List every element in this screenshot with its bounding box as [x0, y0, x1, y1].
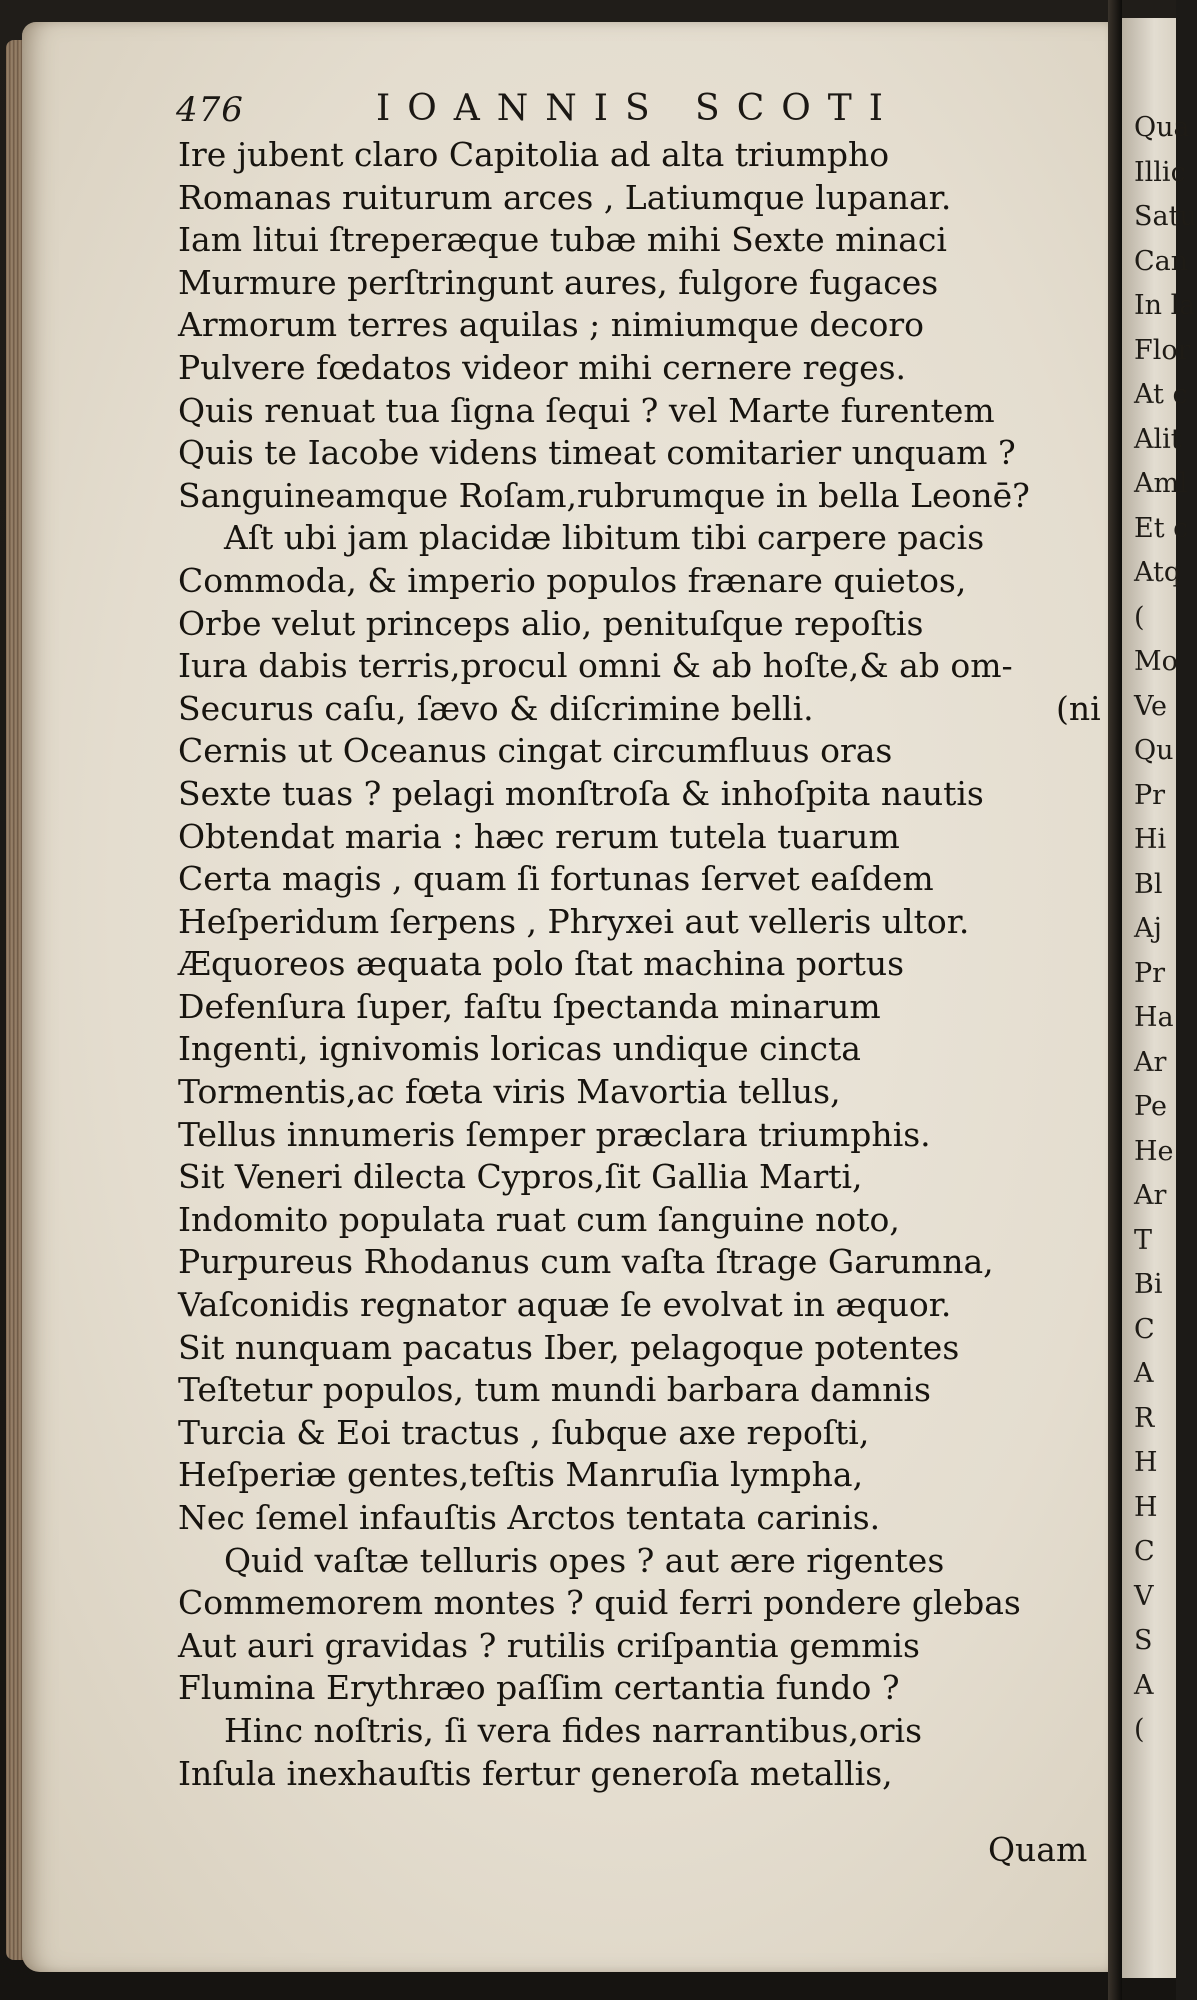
fragment-line: Mo [1134, 646, 1178, 677]
verse-line: Indomito populata ruat cum ſanguine noto, [178, 1199, 900, 1239]
verse-line: Hinc noſtris, ſi vera fides narrantibus,oris [224, 1710, 923, 1750]
fragment-line: Atq [1134, 557, 1182, 588]
fragment-line: V [1134, 1580, 1154, 1612]
book-gutter [1108, 0, 1122, 2000]
verse-line: Sanguineamque Roſam,rubrumque in bella Leonē? [178, 475, 1030, 515]
fragment-line: Pr [1134, 957, 1166, 989]
fragment-line: R [1134, 1402, 1155, 1434]
verse-line-with-turnover [178, 688, 1108, 731]
verse-line: Defenſura ſuper, faſtu ſpectanda minarum [178, 986, 881, 1026]
fragment-line: Pe [1134, 1091, 1167, 1122]
fragment-line: In la [1134, 290, 1196, 321]
verse-line: Ire jubent claro Capitolia ad alta triumpho [178, 135, 890, 174]
catchword: Quam [988, 1830, 1088, 1869]
verse-line: Inſula inexhauſtis fertur generoſa metallis, [178, 1753, 893, 1793]
fragment-line: H [1134, 1447, 1158, 1478]
fragment-line: Can [1134, 245, 1189, 277]
verse-line: Sit Veneri dilecta Cypros,ſit Gallia Marti, [178, 1157, 863, 1197]
verse-line: Turcia & Eoi tractus , ſubque axe repoſti, [178, 1412, 870, 1452]
fragment-line: Ar [1134, 1180, 1167, 1211]
verse-line: Flumina Erythræo paſſim certantia fundo ? [178, 1668, 900, 1708]
verse-line: Quis renuat tua ſigna ſequi ? vel Marte furentem [178, 390, 995, 430]
verse-line: Æquoreos æquata polo ſtat machina portus [178, 944, 905, 984]
fragment-line: C [1134, 1313, 1155, 1345]
verse-line: Quid vaſtæ telluris opes ? aut ære rigentes [224, 1540, 945, 1580]
verse-line: Orbe velut princeps alio, penituſque repoſtis [178, 603, 924, 643]
fragment-line: C [1134, 1536, 1155, 1567]
right-page-fragments [1134, 106, 1197, 1753]
fragment-line: Illic [1134, 156, 1186, 188]
fragment-line: Qu [1134, 735, 1174, 766]
verse-line: Iam litui ſtreperæque tubæ mihi Sexte minaci [178, 220, 947, 260]
verse-line: Commoda, & imperio populos frænare quietos, [178, 560, 967, 600]
fragment-line: A [1134, 1358, 1154, 1389]
verse-line: Quis te Iacobe videns timeat comitarier unquam ? [178, 433, 1016, 473]
fragment-line: At c [1134, 379, 1188, 410]
verse-line: Aut auri gravidas ? rutilis criſpantia gemmis [178, 1625, 920, 1665]
verse-line: Cernis ut Oceanus cingat circumfluus oras [178, 731, 893, 771]
verse-line: Nec ſemel infauſtis Arctos tentata carinis. [178, 1498, 881, 1537]
fragment-line: Satu [1134, 201, 1197, 232]
fragment-line: Ve [1134, 690, 1167, 722]
verse-line: Pulvere fœdatos videor mihi cernere reges. [178, 347, 907, 387]
verse-line: Teſtetur populos, tum mundi barbara damnis [178, 1370, 931, 1410]
fragment-line: Alit [1134, 423, 1182, 455]
verse-line: Tellus innumeris ſemper præclara triumphis. [178, 1114, 931, 1154]
fragment-line: He [1134, 1135, 1174, 1167]
verse-line: Murmure perſtringunt aures, fulgore fugaces [178, 262, 939, 302]
page-number: 476 [176, 90, 244, 130]
verse-line: Aſt ubi jam placidæ libitum tibi carpere pacis [224, 518, 985, 558]
verse-line: Armorum terres aquilas ; nimiumque decoro [178, 305, 924, 345]
fragment-line: Ar [1134, 1046, 1167, 1078]
verse-line: Sit nunquam pacatus Iber, pelagoque potentes [178, 1327, 960, 1367]
verse-line: Tormentis,ac fœta viris Mavortia tellus, [178, 1072, 841, 1112]
fragment-line: Flor [1134, 334, 1191, 366]
fragment-line: S [1134, 1625, 1153, 1656]
verse-block [178, 134, 1108, 1795]
verse-line: Romanas ruiturum arces , Latiumque lupanar. [178, 177, 952, 217]
fragment-line: Bi [1134, 1269, 1163, 1300]
verse-line: Sexte tuas ? pelagi monſtroſa & inhoſpita nautis [178, 773, 984, 813]
fragment-line: Aml [1134, 468, 1188, 499]
verse-line: Commemorem montes ? quid ferri pondere glebas [178, 1583, 1021, 1623]
turnover-text: (ni [1056, 688, 1101, 728]
verse-line: Securus caſu, ſævo & diſcrimine belli. [178, 688, 814, 728]
fragment-line: Pr [1134, 779, 1166, 811]
verse-line: Obtendat maria : hæc rerum tutela tuarum [178, 816, 900, 856]
right-page-edge [1122, 18, 1197, 1978]
verse-line: Certa magis , quam ſi fortunas ſervet eaſdem [178, 859, 934, 899]
verse-line: Ingenti, ignivomis loricas undique cincta [178, 1029, 861, 1069]
fragment-line: Hi [1134, 824, 1167, 855]
running-head: IOANNIS SCOTI [376, 88, 901, 129]
verse-line: Purpureus Rhodanus cum vaſta ſtrage Garumna, [178, 1242, 994, 1282]
verse-line: Vaſconidis regnator aquæ ſe evolvat in æquor. [178, 1285, 952, 1325]
page-header [176, 84, 1076, 140]
fragment-line: Qua [1134, 112, 1190, 143]
fragment-line: ( [1134, 1714, 1145, 1745]
fragment-line: H [1134, 1491, 1158, 1523]
fragment-line: Ha [1134, 1002, 1174, 1033]
verse-line: Iura dabis terris,procul omni & ab hoſte,& ab om- [178, 646, 1013, 686]
verse-line: Heſperidum ſerpens , Phryxei aut velleris ultor. [178, 901, 970, 941]
fragment-line: Bl [1134, 868, 1163, 900]
fragment-line: ( [1134, 601, 1145, 633]
fragment-line: A [1134, 1669, 1154, 1701]
verse-line: Heſperiæ gentes,teſtis Manruſia lympha, [178, 1455, 864, 1495]
fragment-line: Aj [1134, 913, 1162, 944]
fragment-line: Et c [1134, 512, 1189, 544]
fragment-line: T [1134, 1224, 1153, 1256]
